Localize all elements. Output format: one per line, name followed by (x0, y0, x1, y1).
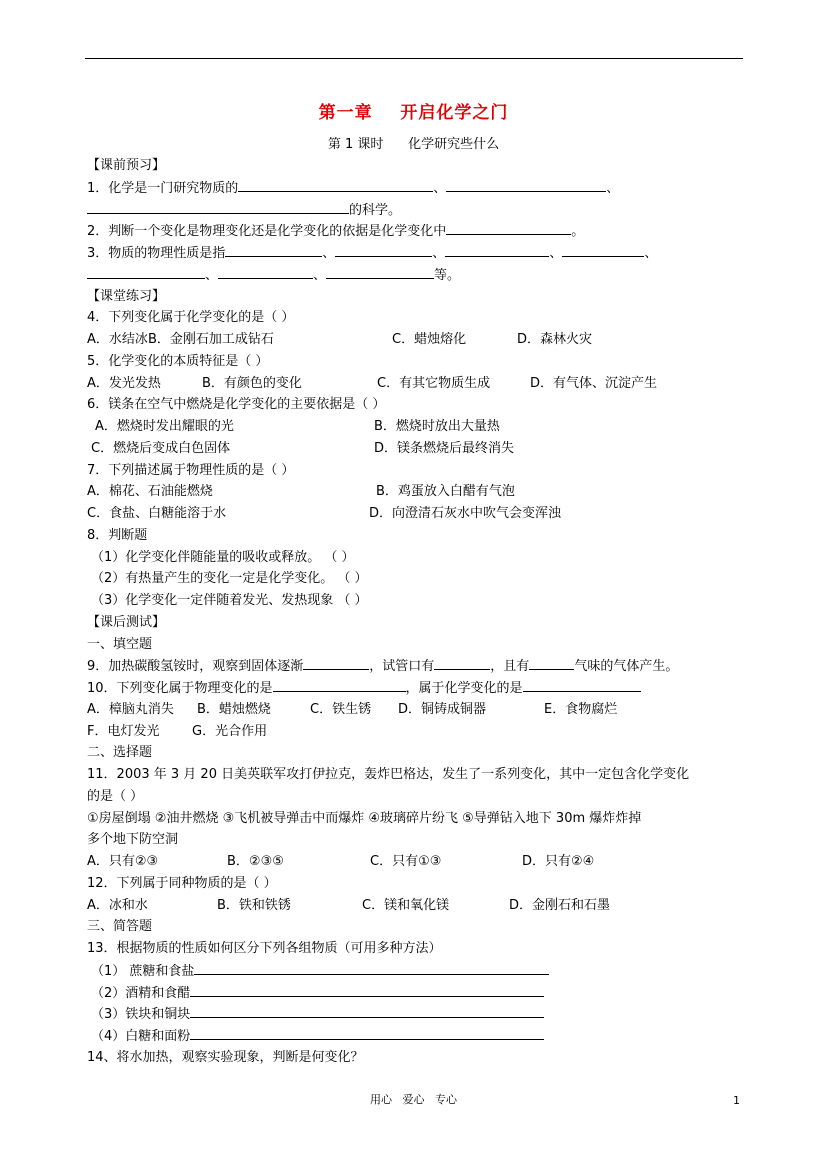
text-column (310, 699, 371, 721)
text-column (87, 155, 165, 177)
answer-blank[interactable] (562, 242, 644, 257)
line-s1 (87, 155, 747, 177)
page-number: 1 (733, 1094, 740, 1107)
answer-blank[interactable] (273, 677, 406, 692)
text-segment: G．光合作用 (192, 723, 268, 739)
text-column (91, 1003, 544, 1026)
line-q7o1 (87, 481, 747, 503)
line-q13b (87, 982, 747, 1004)
line-q8c (87, 590, 747, 612)
line-q8a (87, 547, 747, 569)
text-segment: C．蜡烛熔化 (392, 332, 467, 347)
text-segment: ①房屋倒塌 ②油井燃烧 ③飞机被导弹击中而爆炸 ④玻璃碎片纷飞 ⑤导弹钻入地下 30m 爆炸炸掉 (87, 810, 642, 826)
text-segment: 4．下列变化属于化学变化的是（ ） (87, 310, 295, 326)
text-segment: B．②③⑤ (227, 854, 284, 869)
text-segment: 3．物质的物理性质是指 (87, 246, 226, 261)
text-column (87, 764, 689, 786)
text-column (95, 416, 234, 438)
text-segment: 、 (644, 246, 658, 261)
text-segment: ，且有 (490, 659, 530, 675)
text-segment: （4）白糖和面粉 (91, 1029, 191, 1044)
line-q8 (87, 525, 747, 547)
text-column (87, 612, 165, 634)
text-column (91, 590, 368, 612)
text-segment: 14、将水加热，观察实验现象，判断是何变化？ (87, 1049, 364, 1065)
text-segment: A．发光发热 (87, 375, 161, 391)
line-q11o (87, 851, 747, 873)
text-segment: 、 (322, 246, 336, 261)
text-segment: 【课堂练习】 (87, 288, 166, 304)
text-segment: C．有其它物质生成 (377, 375, 491, 391)
line-q12o (87, 895, 747, 917)
text-segment: D．铜铸成铜器 (398, 701, 487, 717)
text-segment: 6．镁条在空气中燃烧是化学变化的主要依据是（ ） (87, 397, 386, 413)
text-segment: 5．化学变化的本质特征是（ ） (87, 353, 269, 369)
text-segment: 的科学。 (349, 202, 402, 218)
text-column (87, 199, 401, 222)
text-segment: B．铁和铁锈 (217, 897, 291, 913)
text-column (509, 895, 610, 917)
line-p3 (87, 916, 747, 938)
text-segment: 一、填空题 (87, 636, 153, 652)
text-segment: B．蜡烛燃烧 (197, 701, 271, 717)
text-segment: 、 (606, 180, 620, 196)
text-segment: 等。 (434, 267, 461, 283)
line-q13c (87, 1003, 747, 1025)
answer-blank[interactable] (529, 655, 574, 670)
text-column (91, 1025, 544, 1048)
text-segment: （1） 蔗糖和食盐 (91, 963, 195, 979)
text-segment: D．森林火灾 (517, 332, 593, 347)
text-column (87, 916, 152, 938)
line-q4o (87, 329, 747, 351)
line-s2 (87, 286, 747, 308)
answer-blank[interactable] (194, 960, 549, 975)
line-q1b (87, 199, 747, 221)
line-q6 (87, 394, 747, 416)
text-column (87, 503, 226, 525)
text-column (87, 525, 147, 547)
text-segment: A．冰和水 (87, 897, 148, 913)
text-column (87, 242, 657, 265)
text-column (87, 329, 148, 351)
text-segment: F．电灯发光 (87, 723, 160, 739)
text-column (87, 699, 174, 721)
line-q7o2 (87, 503, 747, 525)
text-segment: 、 (313, 267, 327, 283)
text-column (369, 503, 561, 525)
text-column (87, 808, 641, 830)
line-q12 (87, 873, 747, 895)
line-q11a (87, 764, 747, 786)
text-segment: 。 (571, 224, 585, 240)
text-segment: （2）酒精和食醋 (91, 985, 191, 1001)
answer-blank[interactable] (190, 982, 544, 997)
line-p2 (87, 742, 747, 764)
line-q3a (87, 242, 747, 264)
text-segment: D．只有②④ (522, 854, 595, 869)
text-column (87, 873, 277, 895)
text-column (362, 895, 449, 917)
text-column (87, 677, 641, 700)
text-column (398, 699, 486, 721)
answer-blank[interactable] (446, 220, 571, 235)
text-column (87, 938, 442, 960)
text-column (87, 177, 619, 200)
text-column (91, 960, 549, 983)
answer-blank[interactable] (87, 199, 349, 214)
text-segment: （1）化学变化伴随能量的吸收或释放。 （ ） (91, 549, 355, 565)
text-segment: 2．判断一个变化是物理变化还是化学变化的依据是化学变化中 (87, 224, 447, 240)
text-segment: 9．加热碳酸氢铵时，观察到固体逐渐 (87, 659, 304, 675)
answer-blank[interactable] (218, 264, 313, 279)
text-column (87, 1047, 364, 1069)
line-q7 (87, 460, 747, 482)
answer-blank[interactable] (87, 264, 205, 279)
line-q10 (87, 677, 747, 699)
text-segment: ，属于化学变化的是 (405, 681, 523, 696)
text-column (370, 851, 441, 873)
text-segment: C．食盐、白糖能溶于水 (87, 506, 227, 521)
text-column (87, 307, 294, 329)
text-segment: 13．根据物质的性质如何区分下列各组物质（可用多种方法） (87, 941, 442, 956)
lesson-subtitle: 第 1 课时 化学研究些什么 (327, 137, 500, 152)
text-column (374, 438, 514, 460)
answer-blank[interactable] (446, 177, 606, 192)
text-segment: A．水结冰 (87, 332, 148, 347)
text-column (87, 286, 165, 308)
text-column (87, 394, 385, 416)
line-q1a (87, 177, 747, 199)
text-segment: 、 (549, 246, 563, 261)
text-column (217, 895, 291, 917)
text-segment: ，试管口有 (369, 659, 435, 675)
text-segment: B．鸡蛋放入白醋有气泡 (376, 484, 515, 500)
text-column (91, 547, 355, 569)
text-segment: A．樟脑丸消失 (87, 701, 174, 717)
text-column (87, 895, 148, 917)
text-column (202, 373, 302, 395)
text-column (148, 329, 274, 351)
answer-blank[interactable] (523, 677, 641, 692)
line-q11c (87, 808, 747, 830)
text-segment: 、 (432, 246, 446, 261)
text-column (87, 351, 268, 373)
answer-blank[interactable] (190, 1003, 544, 1018)
text-segment: 气味的气体产生。 (574, 659, 679, 675)
text-column (87, 851, 158, 873)
text-segment: 7．下列描述属于物理性质的是（ ） (87, 462, 295, 478)
line-q4 (87, 307, 747, 329)
text-segment: E．食物腐烂 (544, 701, 618, 717)
footer-motto: 用心 爱心 专心 (370, 1093, 457, 1106)
text-segment: （3）化学变化一定伴随着发光、发热现象 （ ） (91, 593, 368, 608)
answer-blank[interactable] (238, 177, 433, 192)
text-column (197, 699, 271, 721)
text-segment: 【课后测试】 (87, 614, 166, 630)
text-segment: B．燃烧时放出大量热 (374, 419, 500, 434)
text-column (374, 416, 500, 438)
text-column (87, 655, 678, 678)
line-q13a (87, 960, 747, 982)
text-segment: 10．下列变化属于物理变化的是 (87, 681, 273, 696)
text-column (87, 742, 152, 764)
line-q10o1 (87, 699, 747, 721)
text-segment: 、 (433, 180, 447, 196)
worksheet-body (87, 155, 747, 1069)
text-segment: B．有颜色的变化 (202, 375, 302, 391)
line-q2 (87, 220, 747, 242)
text-segment: 8．判断题 (87, 527, 148, 543)
line-q6o2 (87, 438, 747, 460)
text-segment: 的是（ ） (87, 788, 144, 804)
line-q9 (87, 655, 747, 677)
text-segment: 、 (205, 267, 219, 283)
text-segment: C．只有①③ (370, 854, 442, 869)
text-column (192, 721, 267, 743)
answer-blank[interactable] (335, 242, 432, 257)
chapter-title: 第一章 开启化学之门 (318, 103, 509, 123)
text-segment: （2）有热量产生的变化一定是化学变化。 （ ） (91, 571, 368, 587)
text-segment: 多个地下防空洞 (87, 832, 179, 848)
text-segment: （3）铁块和铜块 (91, 1007, 191, 1023)
line-p1 (87, 634, 747, 656)
text-column (376, 481, 515, 503)
text-column (91, 982, 544, 1005)
answer-blank[interactable] (326, 264, 434, 279)
text-segment: 11．2003 年 3 月 20 日美英联军攻打伊拉克，轰炸巴格达，发生了一系列变化，其中一定包含化学变化 (87, 767, 690, 782)
text-column (91, 568, 368, 590)
text-segment: C．镁和氧化镁 (362, 897, 450, 913)
line-q5 (87, 351, 747, 373)
answer-blank[interactable] (445, 242, 549, 257)
line-q13 (87, 938, 747, 960)
text-column (87, 220, 584, 243)
text-segment: 三、简答题 (87, 919, 153, 935)
text-segment: A．燃烧时发出耀眼的光 (95, 419, 234, 434)
text-column (517, 329, 592, 351)
line-q8b (87, 568, 747, 590)
text-column (87, 460, 294, 482)
text-column (392, 329, 466, 351)
text-segment: B．金刚石加工成钻石 (148, 332, 274, 347)
text-segment: 1．化学是一门研究物质的 (87, 180, 239, 196)
answer-blank[interactable] (190, 1025, 544, 1040)
header-rule (85, 58, 743, 59)
text-segment: D．镁条燃烧后最终消失 (374, 440, 515, 456)
text-segment: C．燃烧后变成白色固体 (91, 440, 231, 456)
text-segment: D．向澄清石灰水中吹气会变浑浊 (369, 506, 562, 521)
text-column (87, 481, 213, 503)
text-segment: 【课前预习】 (87, 158, 166, 173)
line-q5o (87, 373, 747, 395)
text-segment: A．棉花、石油能燃烧 (87, 484, 213, 500)
line-q13d (87, 1025, 747, 1047)
text-segment: D．金刚石和石墨 (509, 897, 611, 913)
text-segment: 12．下列属于同种物质的是（ ） (87, 875, 277, 891)
answer-blank[interactable] (434, 655, 490, 670)
text-column (227, 851, 284, 873)
line-q6o1 (87, 416, 747, 438)
text-column (530, 373, 657, 395)
line-q11b (87, 786, 747, 808)
line-q10o2 (87, 721, 747, 743)
line-q14 (87, 1047, 747, 1069)
text-column (87, 634, 152, 656)
answer-blank[interactable] (303, 655, 369, 670)
text-column (91, 438, 230, 460)
text-column (87, 264, 460, 287)
text-column (87, 721, 159, 743)
text-column (522, 851, 594, 873)
line-q3b (87, 264, 747, 286)
text-segment: D．有气体、沉淀产生 (530, 375, 658, 391)
line-s3 (87, 612, 747, 634)
text-column (87, 786, 143, 808)
text-segment: A．只有②③ (87, 854, 159, 869)
line-q11d (87, 829, 747, 851)
answer-blank[interactable] (225, 242, 322, 257)
text-column (544, 699, 617, 721)
text-column (87, 373, 161, 395)
text-column (87, 829, 178, 851)
text-segment: 二、选择题 (87, 745, 153, 761)
text-segment: C．铁生锈 (310, 701, 372, 717)
text-column (377, 373, 490, 395)
